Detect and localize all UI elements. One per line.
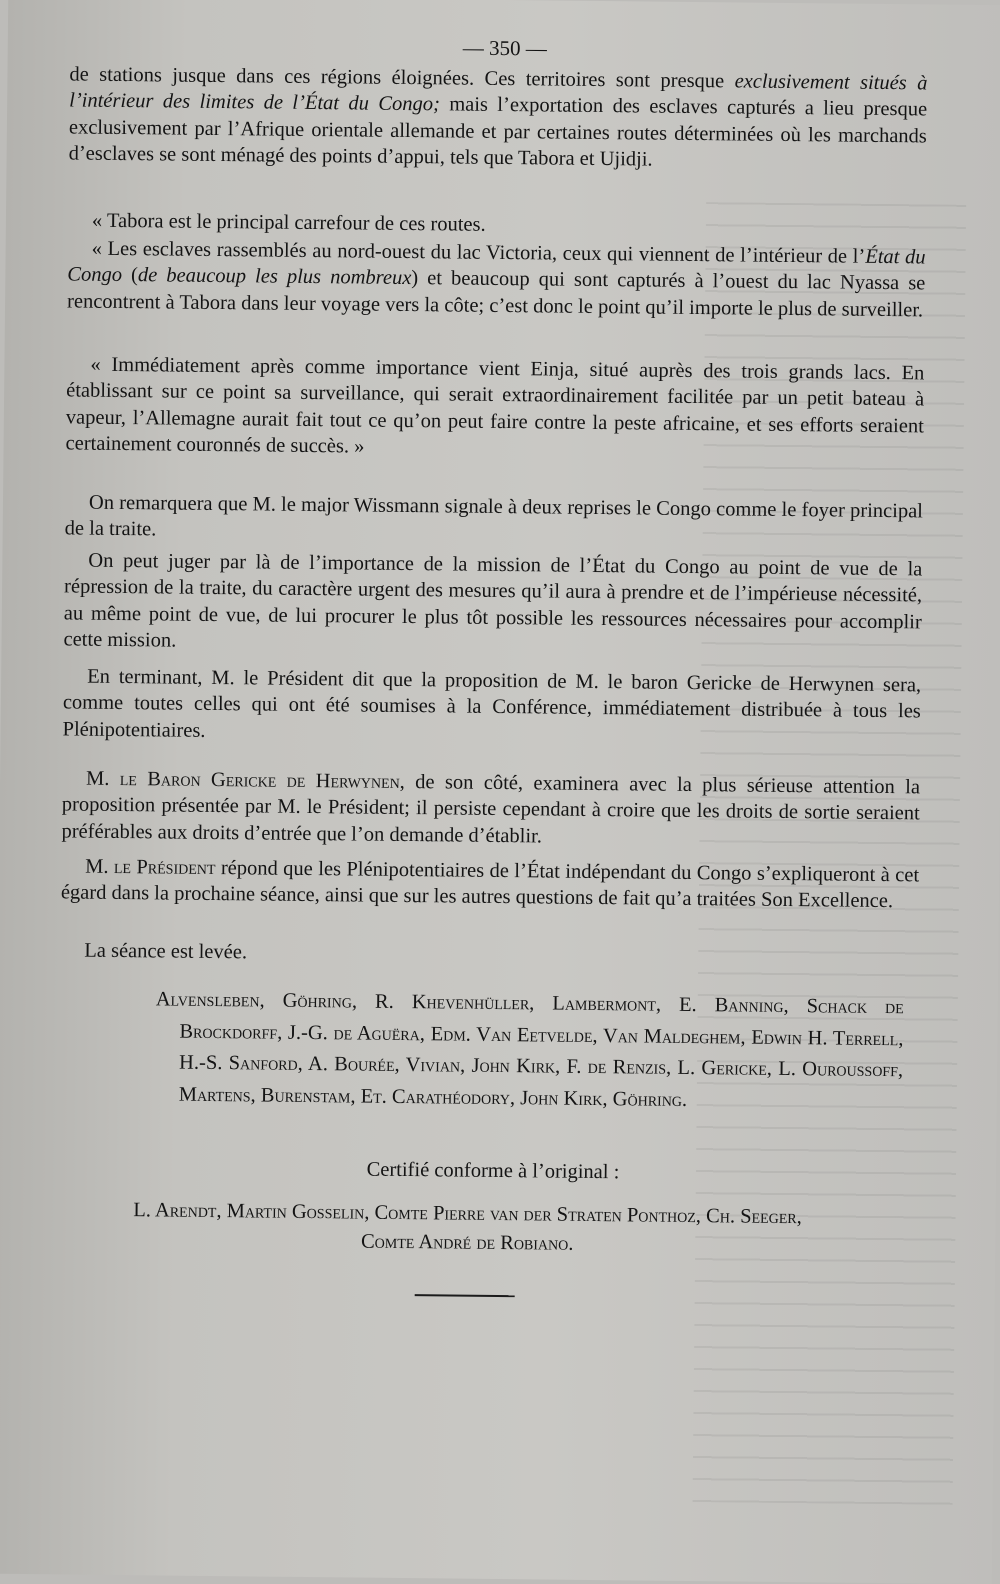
signatures-text: Alvensleben, Göhring, R. Khevenhüller, Lambermont, E. Banning, Schack de Brockdorff, J.-G. de Aguëra, Edm. Van Eetvelde, Van Maldeghem, Edwin H. Terrell, H.-S. Sanford, A. Bourée, Vivian, John Kirk, F. de Renzis, L. Gericke, L. Ouroussoff, Martens, Burenstam, Et. Carathéodory, John Kirk, Göhring.: [155, 988, 904, 1111]
paragraph-8: [61, 765, 920, 853]
para1-text: de stations jusque dans ces régions éloignées. Ces territoires sont presque: [69, 63, 735, 93]
para2-text: « Tabora est le principal carrefour de ces routes.: [91, 209, 486, 236]
para9-text: répond que les Plénipotentiaires de l’État indépendant du Congo s’expliqueront à cet égard dans la prochaine séance, ainsi que sur les autres questions de fait qu’a traitées Son Excellence.: [60, 857, 920, 913]
para1-italic: exclusivement situés à l’intérieur des limites de l’État du Congo;: [69, 70, 928, 116]
para3-c: ) et beaucoup qui sont capturés à l’ouest du lac Nyassa se rencontrent à Tabora dans leur voyage vers la côte; c’est donc le point qu’il importe le plus de surveiller.: [66, 267, 926, 322]
speaker-baron: M. le Baron Gericke de Herwynen: [85, 767, 400, 793]
para4-text: « Immédiatement après comme importance vient Einja, situé auprès des trois grands lacs. En établissant sur ce point sa surveillance, qui serait extraordinairement facilitée par un petit bateau à vapeur, l’Allemagne aurait fait tout ce qu’on peut faire contre la peste africaine, et ses efforts seraient certainement couronnés de succès. »: [65, 353, 925, 458]
paragraph-9: [61, 853, 920, 915]
paragraph-4: [65, 351, 924, 466]
end-rule: [415, 1294, 515, 1297]
paragraph-5: [65, 489, 924, 551]
para1-rest: mais l’exportation des esclaves capturés a lieu presque exclusivement par l’Afrique orientale allemande et par certaines routes déterminées où les marchands d’esclaves se sont ménagé des points d’appui, tels que Tabora et Ujidji.: [68, 93, 928, 171]
certification-names: L. Arendt, Martin Gosselin, Comte Pierre van der Straten Ponthoz, Ch. Seeger, Comte André de Robiano.: [133, 1199, 802, 1255]
para7-text: En terminant, M. le Président dit que la proposition de M. le baron Gericke de Herwynen sera, comme toutes celles qui ont été soumises à la Conférence, immédiatement distribuée à tous les Plénipotentiaires.: [62, 665, 922, 742]
para3-italic-2: de beaucoup les plus nombreux: [137, 264, 412, 290]
para10-text: La séance est levée.: [84, 939, 248, 964]
para3-a: « Les esclaves rassemblés au nord-ouest du lac Victoria, ceux qui viennent de l’intérieur de l’: [91, 237, 866, 268]
speaker-president: M. le Président: [85, 855, 216, 880]
para3-b: (: [121, 264, 139, 287]
para8-text: , de son côté, examinera avec la plus sérieuse attention la proposition présentée par M. le Président; il persiste cependant à croire que les droits de sortie seraient préférables aux droits d’entrée que l’on demande d’établir.: [61, 770, 921, 848]
para6-text: On peut juger par là de l’importance de la mission de l’État du Congo au point de vue de la répression de la traite, du caractère urgent des mesures qu’il aura à prendre et de l’impérieuse nécessité, au même point de vue, de lui procurer le plus tôt possible les ressources nécessaires pour accomplir cette mission.: [63, 549, 923, 652]
para5-text: On remarquera que M. le major Wissmann signale à deux reprises le Congo comme le foyer principal de la traite.: [64, 491, 924, 541]
signatures-block: [155, 984, 904, 1118]
page-number: — 350 —: [462, 35, 547, 61]
para3-italic: État du Congo: [67, 245, 926, 287]
paragraph-6: [63, 547, 922, 662]
paragraph-7: [62, 663, 921, 751]
paragraph-1: [68, 61, 927, 176]
certification-heading: Certifié conforme à l’original :: [366, 1158, 620, 1184]
paragraph-3: [67, 235, 926, 323]
